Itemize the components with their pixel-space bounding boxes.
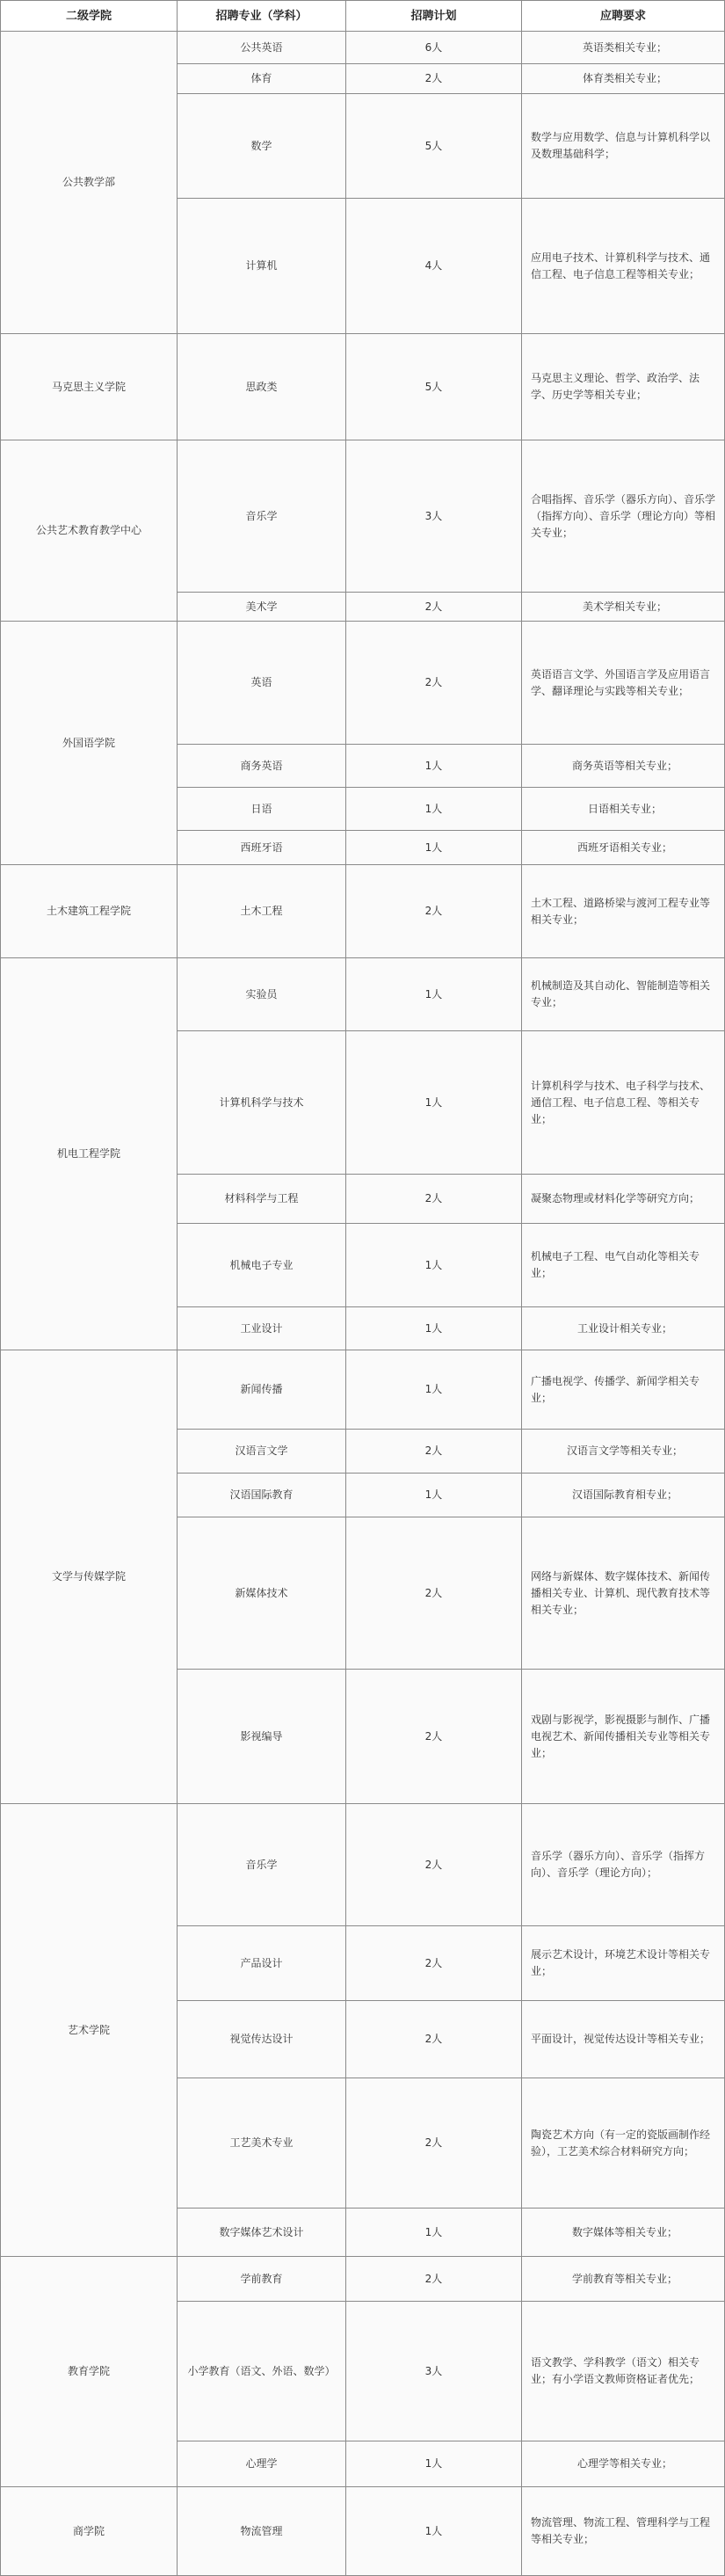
plan-cell: 2人 xyxy=(346,1670,522,1804)
requirement-text: 机械制造及其自动化、智能制造等相关专业； xyxy=(531,979,711,1008)
requirement-text: 马克思主义理论、哲学、政治学、法学、历史学等相关专业； xyxy=(531,372,700,401)
requirement-text: 汉语国际教育相专业； xyxy=(571,1488,678,1501)
requirement-text: 土木工程、道路桥梁与渡河工程专业等相关专业； xyxy=(531,896,711,926)
requirement-cell xyxy=(522,2078,725,2209)
plan-cell: 1人 xyxy=(346,745,522,788)
plan-cell: 1人 xyxy=(346,1031,522,1175)
requirement-cell xyxy=(522,1804,725,1926)
major-cell: 实验员 xyxy=(178,958,346,1031)
major-cell: 体育 xyxy=(178,64,346,94)
requirement-text: 心理学等相关专业； xyxy=(576,2457,672,2470)
header-plan: 招聘计划 xyxy=(346,0,522,32)
requirement-cell xyxy=(522,334,725,440)
plan-cell: 1人 xyxy=(346,1307,522,1350)
major-cell: 音乐学 xyxy=(178,1804,346,1926)
major-cell: 机械电子专业 xyxy=(178,1224,346,1307)
requirement-cell xyxy=(522,2302,725,2441)
header-requirement: 应聘要求 xyxy=(522,0,725,32)
college-cell: 文学与传媒学院 xyxy=(0,1350,178,1804)
plan-cell: 6人 xyxy=(346,32,522,64)
requirement-text: 机械电子工程、电气自动化等相关专业； xyxy=(531,1250,700,1279)
major-cell: 思政类 xyxy=(178,334,346,440)
plan-cell: 1人 xyxy=(346,1224,522,1307)
plan-cell: 5人 xyxy=(346,94,522,199)
header-college: 二级学院 xyxy=(0,0,178,32)
requirement-text: 计算机科学与技术、电子科学与技术、通信工程、电子信息工程、等相关专业； xyxy=(531,1079,711,1125)
major-cell: 工业设计 xyxy=(178,1307,346,1350)
requirement-text: 汉语言文学等相关专业； xyxy=(566,1444,683,1457)
major-cell: 学前教育 xyxy=(178,2257,346,2302)
major-cell: 汉语国际教育 xyxy=(178,1474,346,1517)
plan-cell: 3人 xyxy=(346,2302,522,2441)
plan-cell: 2人 xyxy=(346,622,522,745)
requirement-cell xyxy=(522,745,725,788)
requirement-cell xyxy=(522,1926,725,2001)
requirement-text: 应用电子技术、计算机科学与技术、通信工程、电子信息工程等相关专业； xyxy=(531,251,711,280)
requirement-cell xyxy=(522,2001,725,2078)
requirement-text: 美术学相关专业； xyxy=(582,600,667,613)
requirement-text: 网络与新媒体、数字媒体技术、新闻传播相关专业、计算机、现代教育技术等相关专业； xyxy=(531,1569,711,1616)
requirement-text: 数字媒体等相关专业； xyxy=(571,2225,678,2238)
requirement-text: 英语类相关专业； xyxy=(582,40,667,54)
plan-cell: 2人 xyxy=(346,1804,522,1926)
major-cell: 心理学 xyxy=(178,2441,346,2487)
plan-cell: 2人 xyxy=(346,64,522,94)
requirement-cell xyxy=(522,2257,725,2302)
header-major: 招聘专业（学科） xyxy=(178,0,346,32)
college-cell: 商学院 xyxy=(0,2487,178,2576)
requirement-cell xyxy=(522,1430,725,1474)
major-cell: 数学 xyxy=(178,94,346,199)
requirement-text: 合唱指挥、音乐学（器乐方向）、音乐学（指挥方向）、音乐学（理论方向）等相关专业； xyxy=(531,492,716,539)
major-cell: 英语 xyxy=(178,622,346,745)
college-cell: 艺术学院 xyxy=(0,1804,178,2257)
major-cell: 数字媒体艺术设计 xyxy=(178,2209,346,2257)
plan-cell: 1人 xyxy=(346,831,522,865)
plan-cell: 1人 xyxy=(346,2209,522,2257)
requirement-cell xyxy=(522,2209,725,2257)
requirement-text: 英语语言文学、外国语言学及应用语言学、翻译理论与实践等相关专业； xyxy=(531,667,711,697)
major-cell: 汉语言文学 xyxy=(178,1430,346,1474)
major-cell: 计算机 xyxy=(178,199,346,334)
plan-cell: 2人 xyxy=(346,2078,522,2209)
college-cell: 公共艺术教育教学中心 xyxy=(0,440,178,622)
major-cell: 计算机科学与技术 xyxy=(178,1031,346,1175)
major-cell: 西班牙语 xyxy=(178,831,346,865)
requirement-cell xyxy=(522,94,725,199)
requirement-cell xyxy=(522,1031,725,1175)
college-cell: 马克思主义学院 xyxy=(0,334,178,440)
requirement-text: 数学与应用数学、信息与计算机科学以及数理基础科学； xyxy=(531,131,711,160)
requirement-cell xyxy=(522,199,725,334)
major-cell: 小学教育（语文、外语、数学） xyxy=(178,2302,346,2441)
requirement-cell xyxy=(522,1175,725,1224)
requirement-text: 日语相关专业； xyxy=(587,802,662,815)
plan-cell: 1人 xyxy=(346,1474,522,1517)
requirement-text: 语文教学、学科教学（语文）相关专业；有小学语文教师资格证者优先； xyxy=(531,2356,700,2385)
requirement-cell xyxy=(522,788,725,831)
requirement-cell xyxy=(522,622,725,745)
plan-cell: 1人 xyxy=(346,2487,522,2576)
major-cell: 工艺美术专业 xyxy=(178,2078,346,2209)
major-cell: 商务英语 xyxy=(178,745,346,788)
major-cell: 物流管理 xyxy=(178,2487,346,2576)
requirement-text: 展示艺术设计，环境艺术设计等相关专业； xyxy=(531,1948,711,1977)
major-cell: 新媒体技术 xyxy=(178,1517,346,1670)
plan-cell: 2人 xyxy=(346,1175,522,1224)
requirement-cell xyxy=(522,2487,725,2576)
requirement-cell xyxy=(522,958,725,1031)
plan-cell: 2人 xyxy=(346,2257,522,2302)
college-cell: 公共教学部 xyxy=(0,32,178,334)
plan-cell: 5人 xyxy=(346,334,522,440)
major-cell: 公共英语 xyxy=(178,32,346,64)
major-cell: 产品设计 xyxy=(178,1926,346,2001)
requirement-text: 音乐学（器乐方向）、音乐学（指挥方向）、音乐学（理论方向）； xyxy=(531,1850,706,1879)
plan-cell: 1人 xyxy=(346,958,522,1031)
plan-cell: 2人 xyxy=(346,2001,522,2078)
requirement-cell xyxy=(522,440,725,593)
requirement-cell xyxy=(522,865,725,958)
major-cell: 土木工程 xyxy=(178,865,346,958)
plan-cell: 1人 xyxy=(346,788,522,831)
requirement-cell xyxy=(522,1307,725,1350)
college-cell: 教育学院 xyxy=(0,2257,178,2487)
plan-cell: 2人 xyxy=(346,1926,522,2001)
major-cell: 材料科学与工程 xyxy=(178,1175,346,1224)
major-cell: 新闻传播 xyxy=(178,1350,346,1430)
requirement-text: 凝聚态物理或材料化学等研究方向； xyxy=(531,1192,700,1204)
requirement-text: 商务英语等相关专业； xyxy=(571,759,678,772)
requirement-text: 广播电视学、传播学、新闻学相关专业； xyxy=(531,1374,700,1404)
major-cell: 视觉传达设计 xyxy=(178,2001,346,2078)
requirement-cell xyxy=(522,1474,725,1517)
requirement-cell xyxy=(522,32,725,64)
requirement-cell xyxy=(522,64,725,94)
requirement-text: 体育类相关专业； xyxy=(582,72,667,84)
requirement-text: 物流管理、物流工程、管理科学与工程等相关专业； xyxy=(531,2516,711,2545)
requirement-text: 工业设计相关专业； xyxy=(576,1321,672,1335)
major-cell: 音乐学 xyxy=(178,440,346,593)
plan-cell: 4人 xyxy=(346,199,522,334)
requirement-text: 陶瓷艺术方向（有一定的瓷版画制作经验），工艺美术综合材料研究方向； xyxy=(531,2128,711,2158)
plan-cell: 2人 xyxy=(346,865,522,958)
college-cell: 土木建筑工程学院 xyxy=(0,865,178,958)
requirement-text: 西班牙语相关专业； xyxy=(576,840,672,854)
plan-cell: 1人 xyxy=(346,2441,522,2487)
major-cell: 日语 xyxy=(178,788,346,831)
requirement-cell xyxy=(522,593,725,622)
requirement-cell xyxy=(522,2441,725,2487)
plan-cell: 2人 xyxy=(346,1517,522,1670)
major-cell: 美术学 xyxy=(178,593,346,622)
plan-cell: 2人 xyxy=(346,593,522,622)
plan-cell: 3人 xyxy=(346,440,522,593)
college-cell: 外国语学院 xyxy=(0,622,178,865)
requirement-text: 平面设计，视觉传达设计等相关专业； xyxy=(531,2033,711,2045)
requirement-cell xyxy=(522,1517,725,1670)
college-cell: 机电工程学院 xyxy=(0,958,178,1350)
requirement-text: 戏剧与影视学，影视摄影与制作、广播电视艺术、新闻传播相关专业等相关专业； xyxy=(531,1713,711,1759)
requirement-cell xyxy=(522,831,725,865)
requirement-cell xyxy=(522,1224,725,1307)
requirement-cell xyxy=(522,1350,725,1430)
plan-cell: 1人 xyxy=(346,1350,522,1430)
requirement-cell xyxy=(522,1670,725,1804)
plan-cell: 2人 xyxy=(346,1430,522,1474)
requirement-text: 学前教育等相关专业； xyxy=(571,2272,678,2285)
major-cell: 影视编导 xyxy=(178,1670,346,1804)
